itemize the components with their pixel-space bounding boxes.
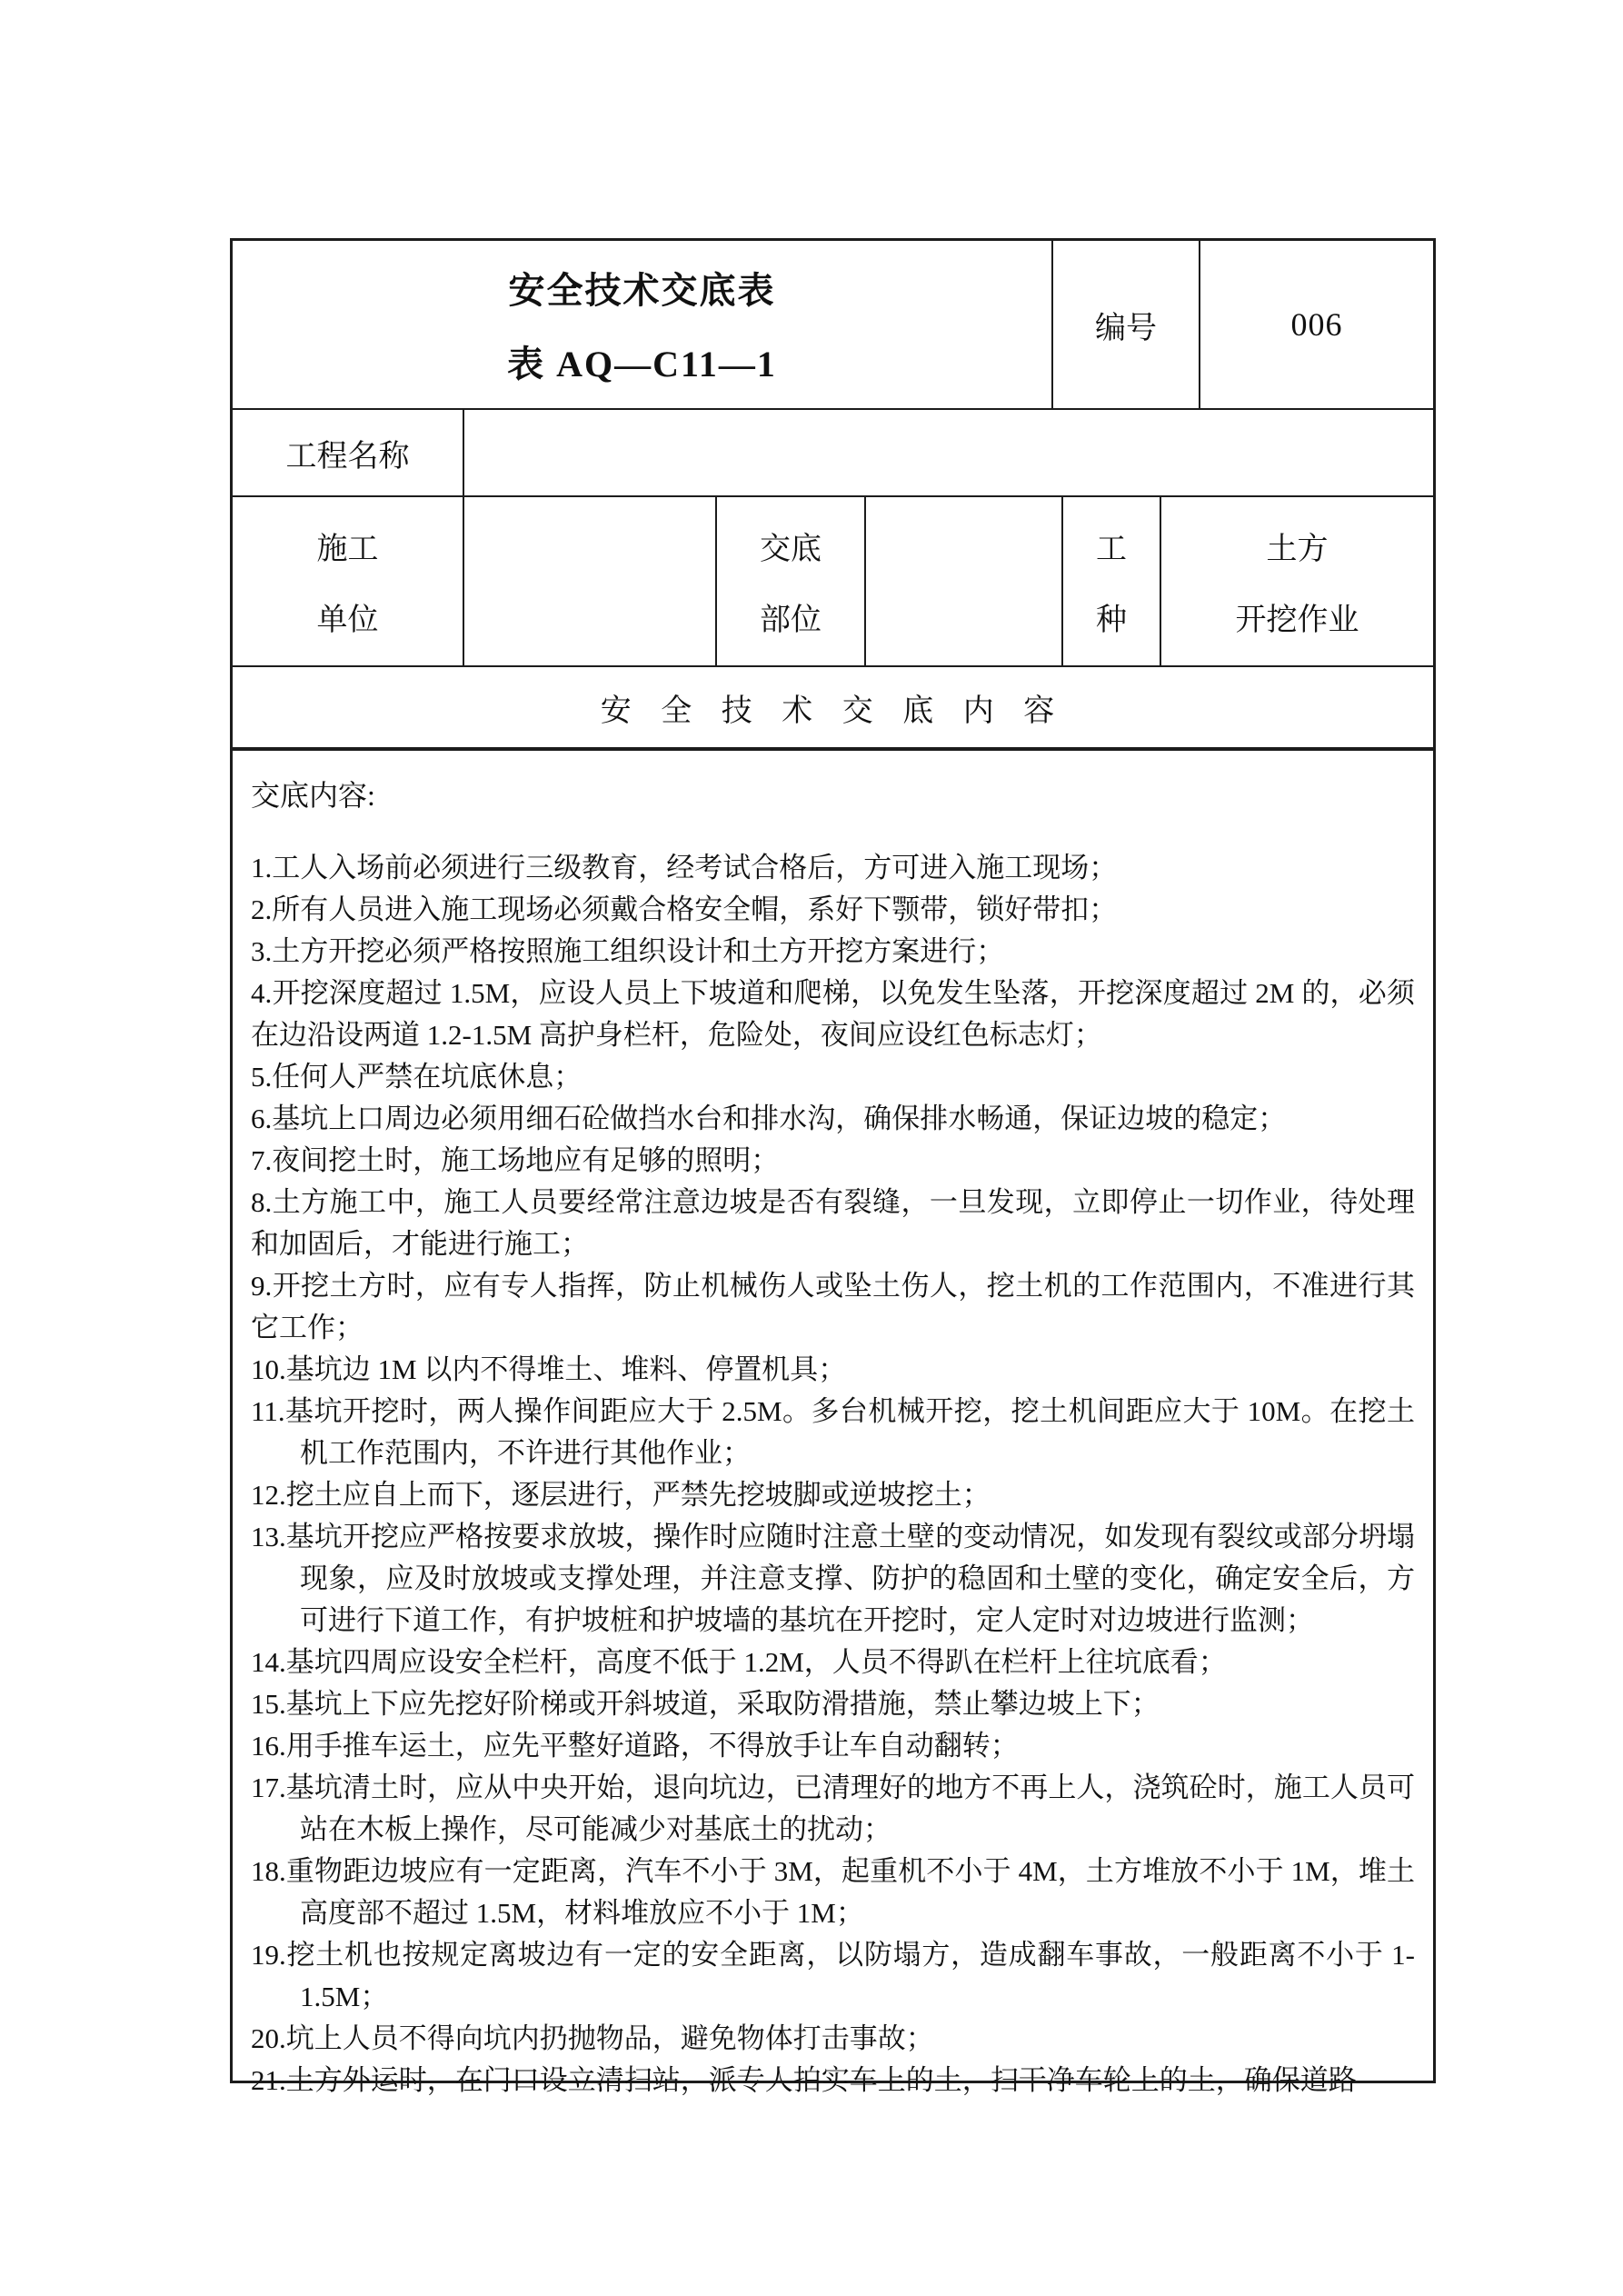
disclosure-item: 5.任何人严禁在坑底休息； bbox=[251, 1061, 582, 1093]
disclosure-item: 8.土方施工中，施工人员要经常注意边坡是否有裂缝，一旦发现，立即停止一切作业，待处理和加固后，才能进行施工； bbox=[251, 1186, 1415, 1260]
work-type-label-line1: 工 bbox=[1096, 533, 1127, 566]
disclosure-item: 20.坑上人员不得向坑内扔抛物品，避免物体打击事故； bbox=[251, 2022, 934, 2054]
content-heading: 交底内容: bbox=[251, 779, 375, 812]
safety-disclosure-form bbox=[230, 238, 1436, 2096]
disclosure-item: 14.基坑四周应设安全栏杆，高度不低于 1.2M，人员不得趴在栏杆上往坑底看； bbox=[251, 1646, 1227, 1678]
construction-unit-label bbox=[233, 497, 464, 665]
disclosure-part-label-line2: 部位 bbox=[760, 604, 821, 637]
unit-part-worktype-row bbox=[233, 497, 1433, 667]
disclosure-item: 12.挖土应自上而下，逐层进行，严禁先挖坡脚或逆坡挖土； bbox=[251, 1479, 991, 1511]
disclosure-part-label bbox=[717, 497, 866, 665]
content-spacer bbox=[251, 816, 1415, 847]
disclosure-item: 10.基坑边 1M 以内不得堆土、堆料、停置机具； bbox=[251, 1353, 847, 1385]
project-name-label: 工程名称 bbox=[233, 410, 464, 495]
section-title: 安 全 技 术 交 底 内 容 bbox=[600, 694, 1066, 728]
disclosure-item: 18.重物距边坡应有一定距离，汽车不小于 3M，起重机不小于 4M，土方堆放不小于 1M，堆土高度部不超过 1.5M，材料堆放应不小于 1M； bbox=[251, 1855, 1415, 1929]
disclosure-item: 11.基坑开挖时，两人操作间距应大于 2.5M。多台机械开挖，挖土机间距应大于 10M。在挖土机工作范围内，不许进行其他作业； bbox=[251, 1395, 1415, 1469]
disclosure-item: 13.基坑开挖应严格按要求放坡，操作时应随时注意土壁的变动情况，如发现有裂纹或部分坍塌现象，应及时放坡或支撑处理，并注意支撑、防护的稳固和土壁的变化，确定安全后，方可进行下道工作，有护坡桩和护坡墙的基坑在开挖时，定人定时对边坡进行监测； bbox=[251, 1521, 1415, 1636]
work-type-value bbox=[1161, 497, 1433, 665]
disclosure-part-value bbox=[866, 497, 1063, 665]
disclosure-item: 3.土方开挖必须严格按照施工组织设计和土方开挖方案进行； bbox=[251, 935, 1005, 967]
number-label: 编号 bbox=[1053, 241, 1200, 408]
work-type-value-line2: 开挖作业 bbox=[1235, 604, 1359, 637]
work-type-value-line1: 土方 bbox=[1266, 533, 1329, 566]
disclosure-item: 16.用手推车运土，应先平整好道路，不得放手让车自动翻转； bbox=[251, 1730, 1019, 1762]
disclosure-item: 2.所有人员进入施工现场必须戴合格安全帽，系好下颚带，锁好带扣； bbox=[251, 893, 1118, 925]
construction-unit-value bbox=[464, 497, 717, 665]
disclosure-item: 9.开挖土方时，应有专人指挥，防止机械伤人或坠土伤人，挖土机的工作范围内，不准进行其它工作； bbox=[251, 1270, 1415, 1343]
section-title-row bbox=[233, 667, 1433, 751]
content-row bbox=[233, 751, 1433, 2111]
project-name-value bbox=[464, 410, 1433, 495]
project-name-row bbox=[233, 410, 1433, 497]
construction-unit-label-line2: 单位 bbox=[316, 604, 379, 637]
number-value: 006 bbox=[1290, 306, 1343, 343]
disclosure-item: 6.基坑上口周边必须用细石砼做挡水台和排水沟，确保排水畅通，保证边坡的稳定； bbox=[251, 1103, 1287, 1134]
disclosure-item: 19.挖土机也按规定离坡边有一定的安全距离，以防塌方，造成翻车事故，一般距离不小于 1-1.5M； bbox=[251, 1939, 1415, 2012]
disclosure-item: 4.开挖深度超过 1.5M，应设人员上下坡道和爬梯，以免发生坠落，开挖深度超过 2M 的，必须在边沿设两道 1.2-1.5M 高护身栏杆，危险处，夜间应设红色标志灯； bbox=[251, 977, 1415, 1051]
work-type-label bbox=[1063, 497, 1161, 665]
construction-unit-label-line1: 施工 bbox=[316, 533, 379, 566]
work-type-label-line2: 种 bbox=[1096, 604, 1127, 637]
disclosure-item: 17.基坑清土时，应从中央开始，退向坑边，已清理好的地方不再上人，浇筑砼时，施工人员可站在木板上操作，尽可能减少对基底土的扰动； bbox=[251, 1772, 1415, 1845]
disclosure-item: 21.土方外运时，在门口设立清扫站，派专人拍实车上的土，扫干净车轮上的土，确保道路 bbox=[251, 2064, 1357, 2096]
disclosure-content bbox=[233, 751, 1433, 2111]
disclosure-item: 7.夜间挖土时，施工场地应有足够的照明； bbox=[251, 1144, 780, 1176]
disclosure-part-label-line1: 交底 bbox=[760, 533, 821, 566]
disclosure-item: 1.工人入场前必须进行三级教育，经考试合格后，方可进入施工现场； bbox=[251, 852, 1118, 883]
disclosure-item: 15.基坑上下应先挖好阶梯或开斜坡道，采取防滑措施，禁止攀边坡上下； bbox=[251, 1688, 1160, 1720]
form-title: 安全技术交底表 bbox=[508, 270, 776, 312]
header-row bbox=[233, 241, 1433, 410]
form-title-cell bbox=[233, 241, 1053, 408]
form-code: 表 AQ—C11—1 bbox=[507, 343, 777, 384]
